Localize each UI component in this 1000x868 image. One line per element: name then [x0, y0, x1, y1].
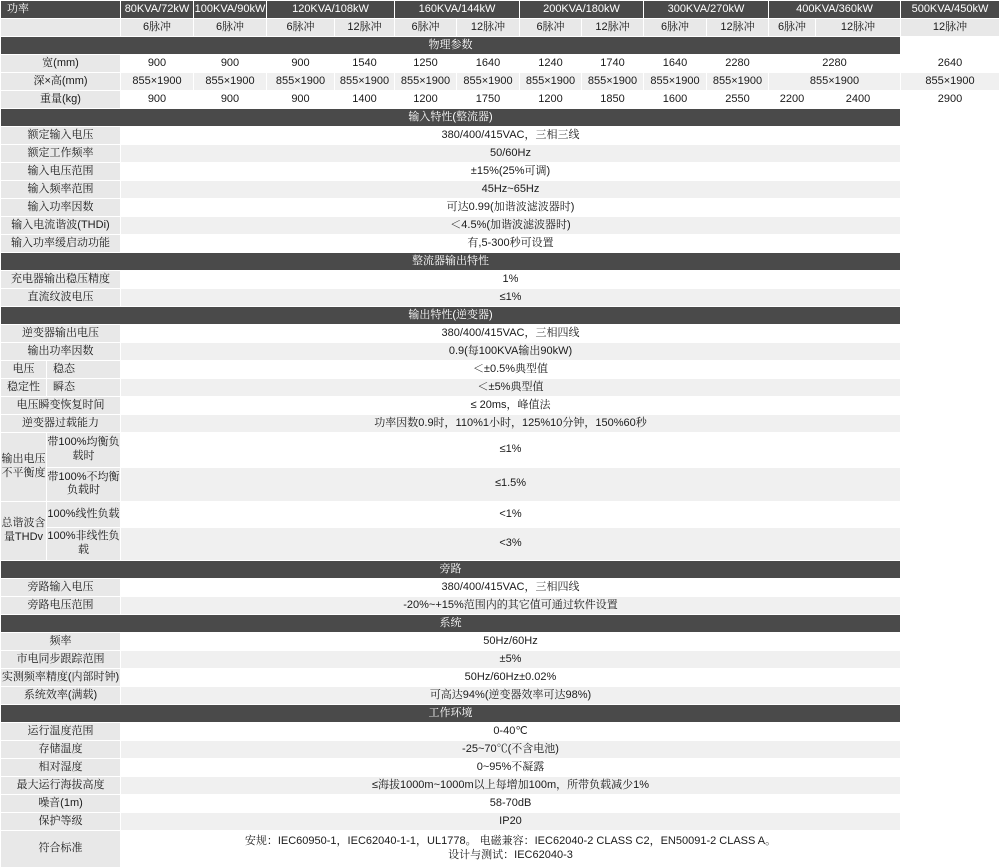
cell-freq-accuracy: 50Hz/60Hz±0.02% — [121, 669, 901, 687]
row-sublabel-unbalanced-load: 带100%不均衡负载时 — [47, 467, 121, 502]
section-row-bypass — [1, 561, 1000, 579]
cell-wt-4: 1200 — [395, 91, 457, 109]
cell-altitude: ≤海拔1000m~1000m以上每增加100m，所带负载减少1% — [121, 777, 901, 795]
table-row — [1, 55, 1000, 73]
pulse-cell-9: 12脉冲 — [707, 19, 769, 37]
row-label-inverter-output-voltage: 逆变器输出电压 — [1, 325, 121, 343]
cell-width-0: 900 — [121, 55, 194, 73]
header-model-4: 200KVA/180kW — [520, 1, 644, 19]
cell-wt-7: 1850 — [582, 91, 644, 109]
row-label-freq-accuracy: 实测频率精度(内部时钟) — [1, 669, 121, 687]
section-row-input — [1, 109, 1000, 127]
cell-width-3: 1540 — [335, 55, 395, 73]
row-label-soft-start: 输入功率缓启动功能 — [1, 235, 121, 253]
cell-soft-start: 有,5-300秒可设置 — [121, 235, 901, 253]
table-row — [1, 633, 1000, 651]
table-row — [1, 813, 1000, 831]
cell-dh-1: 855×1900 — [194, 73, 267, 91]
section-row-physical — [1, 37, 1000, 55]
table-row — [1, 181, 1000, 199]
pulse-cell-11: 12脉冲 — [816, 19, 901, 37]
pulse-cell-2: 6脉冲 — [267, 19, 335, 37]
row-label-depth-height: 深×高(mm) — [1, 73, 121, 91]
cell-wt-8: 1600 — [644, 91, 707, 109]
table-row — [1, 361, 1000, 379]
section-row-rectifier-output — [1, 253, 1000, 271]
row-label-rated-frequency: 额定工作频率 — [1, 145, 121, 163]
table-row — [1, 795, 1000, 813]
table-row — [1, 397, 1000, 415]
cell-dh-9: 855×1900 — [707, 73, 769, 91]
row-label-dc-ripple: 直流纹波电压 — [1, 289, 121, 307]
cell-dc-ripple: ≤1% — [121, 289, 901, 307]
row-label-input-thdi: 输入电流谐波(THDi) — [1, 217, 121, 235]
row-label-rated-input-voltage: 额定输入电压 — [1, 127, 121, 145]
header-model-1: 100KVA/90kW — [194, 1, 267, 19]
pulse-cell-3: 12脉冲 — [335, 19, 395, 37]
pulse-cell-6: 6脉冲 — [520, 19, 582, 37]
cell-overload: 功率因数0.9时，110%1小时，125%10分钟，150%60秒 — [121, 415, 901, 433]
header-model-2: 120KVA/108kW — [267, 1, 395, 19]
cell-wt-9: 2550 — [707, 91, 769, 109]
row-label-operating-temp: 运行温度范围 — [1, 723, 121, 741]
cell-dh-0: 855×1900 — [121, 73, 194, 91]
pulse-cell-1: 6脉冲 — [194, 19, 267, 37]
row-label-width: 宽(mm) — [1, 55, 121, 73]
header-model-6: 400KVA/360kW — [769, 1, 901, 19]
row-label-overload: 逆变器过载能力 — [1, 415, 121, 433]
table-row — [1, 651, 1000, 669]
table-row — [1, 235, 1000, 253]
section-title-rectifier-output: 整流器输出特性 — [1, 253, 901, 271]
row-label-input-voltage-range: 输入电压范围 — [1, 163, 121, 181]
row-sublabel-steady: 稳态 — [47, 361, 121, 379]
pulse-cell-12: 12脉冲 — [901, 19, 1000, 37]
header-model-0: 80KVA/72kW — [121, 1, 194, 19]
pulse-cell-10: 6脉冲 — [769, 19, 816, 37]
row-label-recovery-time: 电压瞬变恢复时间 — [1, 397, 121, 415]
row-sublabel-balanced-load: 带100%均衡负载时 — [47, 433, 121, 468]
cell-standards — [121, 831, 901, 868]
cell-width-9: 2280 — [707, 55, 769, 73]
table-row — [1, 271, 1000, 289]
cell-wt-12: 2900 — [901, 91, 1000, 109]
section-row-environment — [1, 705, 1000, 723]
table-row — [1, 759, 1000, 777]
row-label-voltage: 电压 — [1, 361, 47, 379]
cell-nonlinear-load: <3% — [121, 528, 901, 561]
cell-output-power-factor: 0.9(每100KVA输出90kW) — [121, 343, 901, 361]
cell-dh-3: 855×1900 — [335, 73, 395, 91]
cell-operating-temp: 0-40℃ — [121, 723, 901, 741]
table-row — [1, 502, 1000, 528]
cell-dh-10: 855×1900 — [769, 73, 901, 91]
row-label-sync-range: 市电同步跟踪范围 — [1, 651, 121, 669]
row-label-altitude: 最大运行海拔高度 — [1, 777, 121, 795]
cell-dh-11: 855×1900 — [901, 73, 1000, 91]
table-row — [1, 723, 1000, 741]
cell-dh-5: 855×1900 — [457, 73, 520, 91]
row-label-bypass-voltage-range: 旁路电压范围 — [1, 597, 121, 615]
pulse-row — [1, 19, 1000, 37]
cell-width-8: 1640 — [644, 55, 707, 73]
cell-sync-range: ±5% — [121, 651, 901, 669]
section-title-environment: 工作环境 — [1, 705, 901, 723]
table-row — [1, 528, 1000, 561]
table-row — [1, 127, 1000, 145]
cell-width-5: 1640 — [457, 55, 520, 73]
row-label-charger-accuracy: 充电器输出稳压精度 — [1, 271, 121, 289]
pulse-row-spacer — [1, 19, 121, 37]
cell-width-11: 2640 — [901, 55, 1000, 73]
row-label-stability: 稳定性 — [1, 379, 47, 397]
cell-dh-8: 855×1900 — [644, 73, 707, 91]
table-row — [1, 379, 1000, 397]
section-title-output: 输出特性(逆变器) — [1, 307, 901, 325]
cell-input-voltage-range: ±15%(25%可调) — [121, 163, 901, 181]
cell-noise: 58-70dB — [121, 795, 901, 813]
cell-dh-2: 855×1900 — [267, 73, 335, 91]
header-title: 功率 — [1, 1, 121, 19]
cell-width-4: 1250 — [395, 55, 457, 73]
pulse-cell-5: 12脉冲 — [457, 19, 520, 37]
table-row — [1, 415, 1000, 433]
row-label-bypass-input-voltage: 旁路输入电压 — [1, 579, 121, 597]
cell-steady-state: ＜±0.5%典型值 — [121, 361, 901, 379]
pulse-cell-8: 6脉冲 — [644, 19, 707, 37]
table-row — [1, 145, 1000, 163]
section-title-physical: 物理参数 — [1, 37, 901, 55]
cell-system-efficiency: 可高达94%(逆变器效率可达98%) — [121, 687, 901, 705]
cell-wt-1: 900 — [194, 91, 267, 109]
cell-wt-0: 900 — [121, 91, 194, 109]
cell-balanced-load: ≤1% — [121, 433, 901, 468]
cell-charger-accuracy: 1% — [121, 271, 901, 289]
section-title-system: 系统 — [1, 615, 901, 633]
row-label-frequency: 频率 — [1, 633, 121, 651]
cell-rated-input-voltage: 380/400/415VAC，三相三线 — [121, 127, 901, 145]
cell-width-2: 900 — [267, 55, 335, 73]
cell-input-freq-range: 45Hz~65Hz — [121, 181, 901, 199]
row-label-output-power-factor: 输出功率因数 — [1, 343, 121, 361]
cell-width-6: 1240 — [520, 55, 582, 73]
cell-wt-5: 1750 — [457, 91, 520, 109]
row-label-thdv: 总谐波含量THDv — [1, 502, 47, 561]
cell-inverter-output-voltage: 380/400/415VAC，三相四线 — [121, 325, 901, 343]
row-label-input-power-factor: 输入功率因数 — [1, 199, 121, 217]
table-row — [1, 217, 1000, 235]
table-row — [1, 163, 1000, 181]
row-label-voltage-unbalance: 输出电压不平衡度 — [1, 433, 47, 502]
cell-width-7: 1740 — [582, 55, 644, 73]
table-row — [1, 687, 1000, 705]
cell-input-thdi: ＜4.5%(加谐波滤波器时) — [121, 217, 901, 235]
table-row — [1, 579, 1000, 597]
table-row — [1, 343, 1000, 361]
cell-unbalanced-load: ≤1.5% — [121, 467, 901, 502]
cell-rated-frequency: 50/60Hz — [121, 145, 901, 163]
cell-wt-11: 2400 — [816, 91, 901, 109]
section-title-input: 输入特性(整流器) — [1, 109, 901, 127]
table-row — [1, 433, 1000, 468]
cell-humidity: 0~95%不凝露 — [121, 759, 901, 777]
table-row — [1, 669, 1000, 687]
cell-transient-state: ＜±5%典型值 — [121, 379, 901, 397]
cell-wt-2: 900 — [267, 91, 335, 109]
cell-bypass-input-voltage: 380/400/415VAC，三相四线 — [121, 579, 901, 597]
table-row — [1, 289, 1000, 307]
cell-wt-3: 1400 — [335, 91, 395, 109]
table-row — [1, 73, 1000, 91]
pulse-cell-7: 12脉冲 — [582, 19, 644, 37]
row-label-protection-class: 保护等级 — [1, 813, 121, 831]
standards-line-2: 设计与测试：IEC62040-3 — [448, 849, 573, 861]
cell-linear-load: <1% — [121, 502, 901, 528]
table-row — [1, 199, 1000, 217]
header-model-3: 160KVA/144kW — [395, 1, 520, 19]
header-model-7: 500KVA/450kW — [901, 1, 1000, 19]
row-label-weight: 重量(kg) — [1, 91, 121, 109]
table-row — [1, 91, 1000, 109]
table-row — [1, 467, 1000, 502]
cell-dh-6: 855×1900 — [520, 73, 582, 91]
cell-storage-temp: -25~70℃(不含电池) — [121, 741, 901, 759]
row-label-standards: 符合标准 — [1, 831, 121, 868]
row-sublabel-transient: 瞬态 — [47, 379, 121, 397]
cell-wt-10: 2200 — [769, 91, 816, 109]
table-header-row — [1, 1, 1000, 19]
table-row — [1, 741, 1000, 759]
table-row — [1, 777, 1000, 795]
row-label-input-freq-range: 输入频率范围 — [1, 181, 121, 199]
cell-frequency: 50Hz/60Hz — [121, 633, 901, 651]
header-model-5: 300KVA/270kW — [644, 1, 769, 19]
row-label-noise: 噪音(1m) — [1, 795, 121, 813]
cell-width-10: 2280 — [769, 55, 901, 73]
row-sublabel-nonlinear-load: 100%非线性负载 — [47, 528, 121, 561]
row-sublabel-linear-load: 100%线性负载 — [47, 502, 121, 528]
table-row — [1, 831, 1000, 868]
cell-dh-7: 855×1900 — [582, 73, 644, 91]
row-label-storage-temp: 存储温度 — [1, 741, 121, 759]
cell-dh-4: 855×1900 — [395, 73, 457, 91]
cell-bypass-voltage-range: -20%~+15%范围内的其它值可通过软件设置 — [121, 597, 901, 615]
cell-protection-class: IP20 — [121, 813, 901, 831]
cell-input-power-factor: 可达0.99(加谐波滤波器时) — [121, 199, 901, 217]
section-row-output — [1, 307, 1000, 325]
row-label-system-efficiency: 系统效率(满载) — [1, 687, 121, 705]
standards-line-1: 安规：IEC60950-1，IEC62040-1-1，UL1778。 电磁兼容：IEC62040-2 CLASS C2，EN50091-2 CLASS A。 — [244, 835, 777, 848]
table-row — [1, 325, 1000, 343]
cell-width-1: 900 — [194, 55, 267, 73]
section-row-system — [1, 615, 1000, 633]
row-label-humidity: 相对湿度 — [1, 759, 121, 777]
cell-recovery-time: ≤ 20ms，峰值法 — [121, 397, 901, 415]
table-row — [1, 597, 1000, 615]
pulse-cell-0: 6脉冲 — [121, 19, 194, 37]
section-title-bypass: 旁路 — [1, 561, 901, 579]
pulse-cell-4: 6脉冲 — [395, 19, 457, 37]
cell-wt-6: 1200 — [520, 91, 582, 109]
